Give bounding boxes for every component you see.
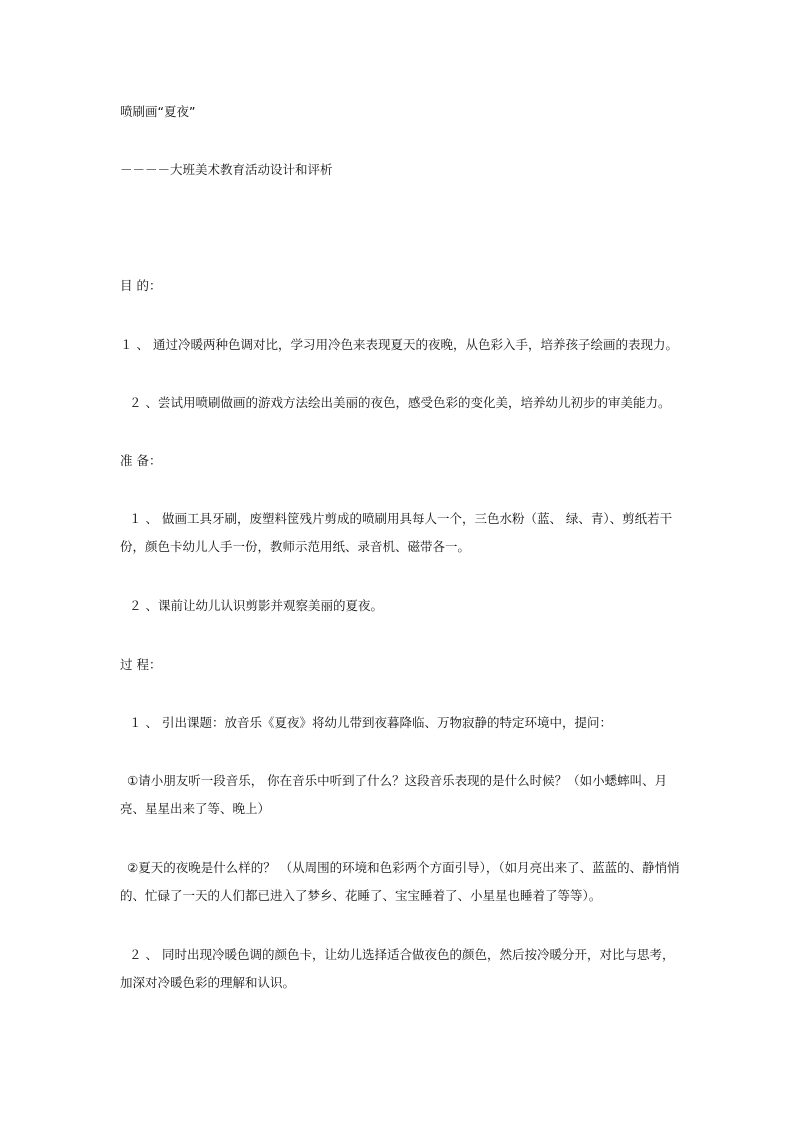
process-item-4: ２ 、 同时出现冷暖色调的颜色卡，让幼儿选择适合做夜色的颜色，然后按冷暖分开，对比与思考，加深对冷暖色彩的理解和认识。	[120, 947, 675, 990]
process-item-3: ②夏天的夜晚是什么样的？ （从周围的环境和色彩两个方面引导），（如月亮出来了、蓝蓝的、静悄悄的、忙碌了一天的人们都已进入了梦乡、花睡了、宝宝睡着了、小星星也睡着了等等）。	[120, 860, 680, 903]
process-item-2: ①请小朋友听一段音乐， 你在音乐中听到了什么？这段音乐表现的是什么时候？（如小蟋蟀叫、月亮、星星出来了等、晚上）	[120, 773, 668, 816]
document-subtitle: －－－－大班美术教育活动设计和评析	[120, 162, 333, 177]
prep-item-2: ２ 、课前让幼儿认识剪影并观察美丽的夏夜。	[129, 598, 383, 613]
document-title: 喷刷画“夏夜”	[120, 104, 196, 119]
process-heading: 过 程：	[120, 657, 162, 672]
goal-item-2: ２ 、尝试用喷刷做画的游戏方法绘出美丽的夜色，感受色彩的变化美，培养幼儿初步的审美能力。	[129, 395, 671, 410]
goal-item-1: １ 、 通过冷暖两种色调对比，学习用冷色来表现夏天的夜晚，从色彩入手，培养孩子绘画的表现力。	[120, 337, 678, 352]
prep-heading: 准 备：	[120, 453, 162, 468]
prep-item-1: １ 、 做画工具牙刷，废塑料筐残片剪成的喷刷用具每人一个，三色水粉（蓝、 绿、青）、剪纸若干份，颜色卡幼儿人手一份，教师示范用纸、录音机、磁带各一。	[120, 511, 673, 554]
goal-heading: 目 的：	[120, 278, 162, 293]
process-item-1: １ 、 引出课题：放音乐《夏夜》将幼儿带到夜暮降临、万物寂静的特定环境中，提问：	[129, 715, 612, 730]
